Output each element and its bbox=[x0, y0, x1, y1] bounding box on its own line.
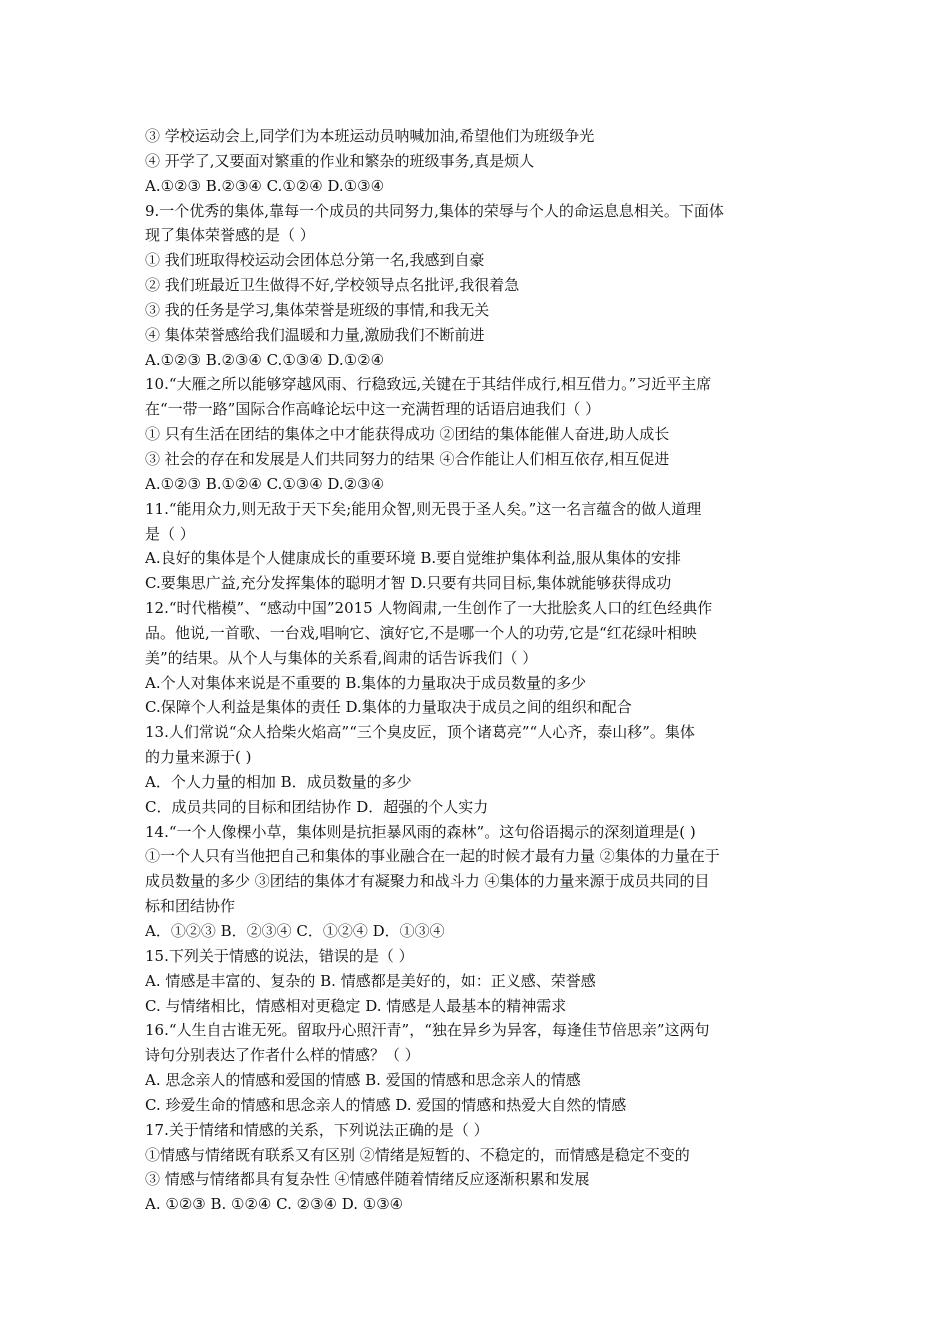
answer-options: C．成员共同的目标和团结协作 D．超强的个人实力 bbox=[145, 797, 489, 816]
question-17: 17.关于情绪和情感的关系，下列说法正确的是（ ） bbox=[145, 1120, 489, 1139]
text-line: 美”的结果。从个人与集体的关系看,阎肃的话告诉我们（ ） bbox=[145, 648, 538, 667]
text-line: 的力量来源于( ) bbox=[145, 748, 252, 767]
answer-options: A.①②③ B.②③④ C.①③④ D.①②④ bbox=[145, 350, 385, 369]
answer-options: A．①②③ B．②③④ C．①②④ D．①③④ bbox=[145, 922, 445, 940]
text-line: ①情感与情绪既有联系又有区别 ②情绪是短暂的、不稳定的，而情感是稳定不变的 bbox=[145, 1145, 690, 1164]
text-line: ③ 我的任务是学习,集体荣誉是班级的事情,和我无关 bbox=[145, 300, 490, 319]
answer-options: A. ①②③ B. ①②④ C. ②③④ D. ①③④ bbox=[145, 1195, 404, 1214]
text-line: 诗句分别表达了作者什么样的情感？（ ） bbox=[145, 1046, 420, 1065]
answer-options: A.①②③ B.①②④ C.①③④ D.②③④ bbox=[145, 474, 385, 493]
text-line: ① 我们班取得校运动会团体总分第一名,我感到自豪 bbox=[145, 251, 485, 270]
text-line: ③ 情感与情绪都具有复杂性 ④情感伴随着情绪反应逐渐积累和发展 bbox=[145, 1170, 590, 1189]
document-page bbox=[145, 124, 815, 1217]
answer-options: C.保障个人利益是集体的责任 D.集体的力量取决于成员之间的组织和配合 bbox=[145, 698, 632, 717]
answer-options: A．个人力量的相加 B．成员数量的多少 bbox=[145, 772, 412, 791]
text-line: 品。他说,一首歌、一台戏,唱响它、演好它,不是哪一个人的功劳,它是“红花绿叶相映 bbox=[145, 623, 697, 642]
text-line: ② 我们班最近卫生做得不好,学校领导点名批评,我很着急 bbox=[145, 276, 520, 295]
text-line: ① 只有生活在团结的集体之中才能获得成功 ②团结的集体能催人奋进,助人成长 bbox=[145, 425, 670, 444]
text-line: ③ 学校运动会上,同学们为本班运动员呐喊加油,希望他们为班级争光 bbox=[145, 127, 595, 145]
answer-options: A.个人对集体来说是不重要的 B.集体的力量取决于成员数量的多少 bbox=[145, 673, 587, 692]
text-line: 现了集体荣誉感的是（ ） bbox=[145, 226, 315, 245]
answer-options: C. 与情绪相比，情感相对更稳定 D. 情感是人最基本的精神需求 bbox=[145, 996, 567, 1015]
answer-options: A.①②③ B.②③④ C.①②④ D.①③④ bbox=[145, 176, 385, 195]
text-line: ④ 开学了,又要面对繁重的作业和繁杂的班级事务,真是烦人 bbox=[145, 151, 535, 170]
answer-options: A. 情感是丰富的、复杂的 B. 情感都是美好的，如：正义感、荣誉感 bbox=[145, 971, 596, 990]
question-11: 11.“能用众力,则无敌于天下矣;能用众智,则无畏于圣人矣。”这一名言蕴含的做人道理 bbox=[145, 499, 702, 518]
question-12: 12.“时代楷模”、“感动中国”2015 人物阎肃,一生创作了一大批脍炙人口的红色经典作 bbox=[145, 599, 713, 618]
text-line: 在“一带一路”国际合作高峰论坛中这一充满哲理的话语启迪我们（ ） bbox=[145, 400, 601, 419]
question-10: 10.“大雁之所以能够穿越风雨、行稳致远,关键在于其结伴成行,相互借力。”习近平主席 bbox=[145, 375, 712, 394]
answer-options: C. 珍爱生命的情感和思念亲人的情感 D. 爱国的情感和热爱大自然的情感 bbox=[145, 1095, 627, 1114]
answer-options: A. 思念亲人的情感和爱国的情感 B. 爱国的情感和思念亲人的情感 bbox=[145, 1071, 581, 1090]
question-9: 9.一个优秀的集体,靠每一个成员的共同努力,集体的荣辱与个人的命运息息相关。下面体 bbox=[145, 201, 724, 220]
question-14: 14.“一个人像棵小草，集体则是抗拒暴风雨的森林”。这句俗语揭示的深刻道理是( ) bbox=[145, 822, 696, 841]
question-15: 15.下列关于情感的说法，错误的是（ ） bbox=[145, 946, 414, 965]
text-line: ④ 集体荣誉感给我们温暖和力量,激励我们不断前进 bbox=[145, 325, 485, 344]
text-line: 标和团结协作 bbox=[145, 897, 236, 916]
text-line: ③ 社会的存在和发展是人们共同努力的结果 ④合作能让人们相互依存,相互促进 bbox=[145, 449, 670, 468]
answer-options: A.良好的集体是个人健康成长的重要环境 B.要自觉维护集体利益,服从集体的安排 bbox=[145, 549, 681, 568]
answer-options: C.要集思广益,充分发挥集体的聪明才智 D.只要有共同目标,集体就能够获得成功 bbox=[145, 574, 672, 593]
question-13: 13.人们常说“众人拾柴火焰高”“三个臭皮匠，顶个诸葛亮”“人心齐，泰山移”。集体 bbox=[145, 723, 695, 742]
text-line: ①一个人只有当他把自己和集体的事业融合在一起的时候才最有力量 ②集体的力量在于 bbox=[145, 847, 720, 866]
question-16: 16.“人生自古谁无死。留取丹心照汗青”，“独在异乡为异客，每逢佳节倍思亲”这两句 bbox=[145, 1021, 710, 1040]
text-line: 成员数量的多少 ③团结的集体才有凝聚力和战斗力 ④集体的力量来源于成员共同的目 bbox=[145, 872, 710, 891]
text-line: 是（ ） bbox=[145, 524, 195, 543]
